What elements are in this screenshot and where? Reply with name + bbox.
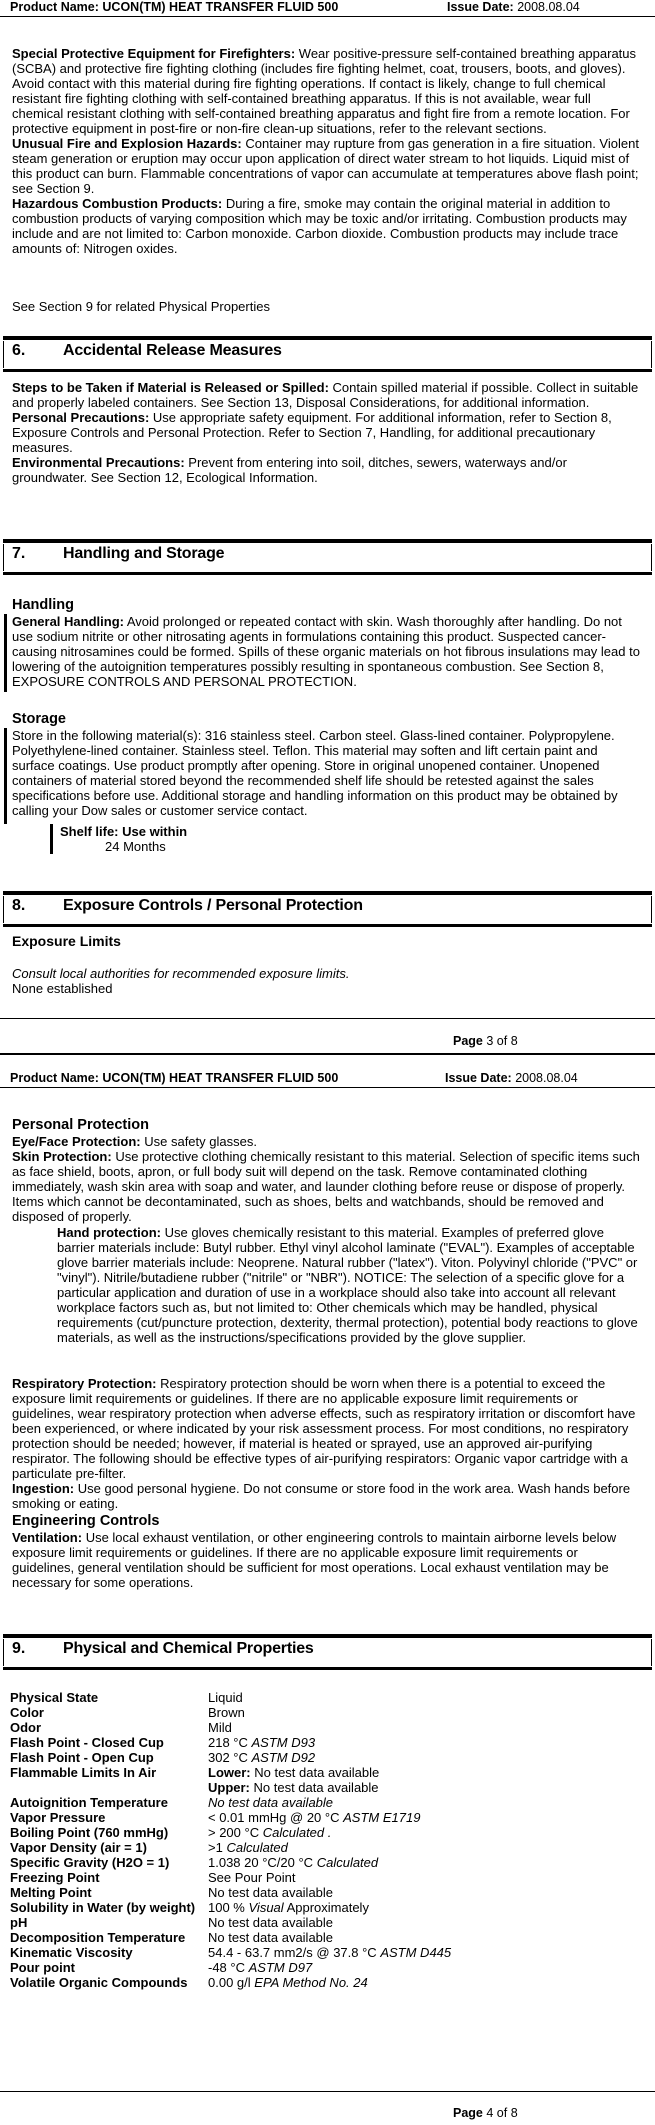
property-name: Volatile Organic Compounds: [10, 1975, 188, 1990]
property-value-text: Upper: No test data available: [208, 1780, 379, 1795]
property-value: [208, 1870, 451, 1885]
property-row: [10, 1915, 451, 1930]
shelf-life-value: 24 Months: [105, 839, 166, 854]
property-value: [208, 1900, 451, 1915]
revision-bar: [50, 824, 53, 854]
property-row: [10, 1720, 451, 1735]
section-8-heading: 8. Exposure Controls / Personal Protection: [3, 891, 652, 927]
product-name-label: Product Name: UCON(TM) HEAT TRANSFER FLUID 500: [10, 0, 339, 14]
property-name: Specific Gravity (H2O = 1): [10, 1855, 170, 1870]
page-number: Page 3 of 8: [453, 1034, 518, 1048]
personal-protection-body: Eye/Face Protection: Use safety glasses. Skin Protection: Use protective clothing chemically resistant to this material. Selection of specific items such as face shield, boots, apron, or full body suit will depend on the task. Remove contaminated clothing immediately, wash skin area with soap and water, and launder clothing before reuse or dispose of properly. Items which cannot be decontaminated, such as shoes, belts and watchbands, should be removed and disposed of properly.: [12, 1134, 640, 1224]
engineering-controls-body: Ventilation: Use local exhaust ventilation, or other engineering controls to maintain airborne levels below exposure limit requirements or guidelines. If there are no applicable exposure limit requirements or guidelines, general ventilation should be sufficient for most operations. Local exhaust ventilation may be necessary for some operations.: [12, 1530, 617, 1590]
property-row: [10, 1690, 451, 1705]
revision-bar: [4, 728, 7, 824]
storage-body: Store in the following material(s): 316 stainless steel. Carbon steel. Glass-lined container. Polypropylene. Polyethylene-lined container. Stainless steel. Teflon. This material may soften and lift certain paint and surface coatings. Use product promptly after opening. Store in original unopened container. Unopened containers of material stored beyond the recommended shelf life should be retested against the sales specifications before use. Additional storage and handling information on this product may be obtained by calling your Dow sales or customer service contact.: [12, 728, 618, 818]
property-value: [208, 1840, 451, 1855]
property-value-text: >1: [208, 1840, 223, 1855]
property-method: No test data available: [208, 1795, 334, 1810]
property-row: [10, 1765, 451, 1780]
page-break: [0, 1053, 655, 1055]
property-name: Pour point: [10, 1960, 75, 1975]
property-name: Flash Point - Open Cup: [10, 1750, 154, 1765]
property-row: [10, 1900, 451, 1915]
property-name: Vapor Pressure: [10, 1810, 106, 1825]
shelf-life-label: Shelf life: Use within: [60, 824, 188, 839]
property-value: [208, 1705, 451, 1720]
property-value: [208, 1765, 451, 1780]
property-name: Kinematic Viscosity: [10, 1945, 133, 1960]
header-divider: [0, 16, 655, 17]
section-7-heading: 7. Handling and Storage: [3, 539, 652, 575]
property-value: [208, 1720, 451, 1735]
respiratory-body: Respiratory Protection: Respiratory protection should be worn when there is a potential to exceed the exposure limit requirements or guidelines. If there are no applicable exposure limit requirements or guidelines, wear respiratory protection when adverse effects, such as respiratory irritation or discomfort have been experienced, or where indicated by your risk assessment process. For most conditions, no respiratory protection should be needed; however, if material is heated or sprayed, use an approved air-purifying respirator. The following should be effective types of air-purifying respirators: Organic vapor cartridge with a particulate pre-filter. Ingestion: Use good personal hygiene. Do not consume or store food in the work area. Wash hands before smoking or eating.: [12, 1376, 636, 1511]
property-name: [10, 1780, 208, 1795]
property-value: [208, 1930, 451, 1945]
property-row: [10, 1840, 451, 1855]
property-value: [208, 1780, 451, 1795]
property-value-text: 1.038 20 °C/20 °C: [208, 1855, 314, 1870]
personal-protection-heading: Personal Protection: [12, 1117, 149, 1133]
property-method: Calculated .: [262, 1825, 332, 1840]
property-qualifier: Approximately: [283, 1900, 369, 1915]
property-value-text: See Pour Point: [208, 1870, 296, 1885]
property-name: Boiling Point (760 mmHg): [10, 1825, 169, 1840]
property-value-text: > 200 °C: [208, 1825, 260, 1840]
property-method: ASTM D445: [380, 1945, 452, 1960]
exposure-limits-heading: Exposure Limits: [12, 933, 121, 949]
hand-protection-body: Hand protection: Use gloves chemically resistant to this material. Examples of preferred glove barrier materials include: Butyl rubber. Ethyl vinyl alcohol laminate ("EVAL"). Examples of acceptable glove barrier materials include: Neoprene. Natural rubber ("latex"). Viton. Polyvinyl chloride ("PVC" or "vinyl"). Nitrile/butadiene rubber ("nitrile" or "NBR"). NOTICE: The selection of a specific glove for a particular application and duration of use in a workplace should also take into account all relevant workplace factors such as, but not limited to: Other chemicals which may be handled, physical requirements (cut/puncture protection, dexterity, thermal protection), potential body reactions to glove materials, as well as the instructions/specifications provided by the glove supplier.: [57, 1225, 638, 1345]
property-method: ASTM D93: [251, 1735, 316, 1750]
product-name-label: Product Name: UCON(TM) HEAT TRANSFER FLUID 500: [10, 1071, 339, 1085]
property-value: [208, 1945, 451, 1960]
property-value-text: 0.00 g/l: [208, 1975, 251, 1990]
page-header: [10, 0, 645, 16]
property-value: [208, 1960, 451, 1975]
exposure-limits-note: Consult local authorities for recommended exposure limits.: [12, 966, 350, 981]
property-name: pH: [10, 1915, 28, 1930]
property-row: [10, 1705, 451, 1720]
property-value-text: No test data available: [208, 1930, 334, 1945]
header-divider: [0, 1087, 655, 1088]
property-value: [208, 1975, 451, 1990]
property-method: ASTM E1719: [343, 1810, 421, 1825]
property-row: [10, 1945, 451, 1960]
property-row: [10, 1885, 451, 1900]
property-row: [10, 1855, 451, 1870]
storage-heading: Storage: [12, 711, 66, 727]
property-row: [10, 1735, 451, 1750]
property-value: [208, 1690, 451, 1705]
footer-divider: [0, 2091, 655, 2092]
property-value-text: Mild: [208, 1720, 232, 1735]
property-value-text: No test data available: [208, 1885, 334, 1900]
property-method: ASTM D92: [251, 1750, 316, 1765]
issue-date-label: Issue Date: 2008.08.04: [447, 0, 580, 14]
engineering-controls-heading: Engineering Controls: [12, 1513, 160, 1529]
property-value-text: < 0.01 mmHg @ 20 °C: [208, 1810, 340, 1825]
property-value: [208, 1735, 451, 1750]
property-row: [10, 1975, 451, 1990]
handling-heading: Handling: [12, 597, 75, 613]
property-row: [10, 1825, 451, 1840]
property-row: [10, 1930, 451, 1945]
property-name: Flammable Limits In Air: [10, 1765, 157, 1780]
issue-date-label: Issue Date: 2008.08.04: [445, 1071, 578, 1085]
property-value-text: Brown: [208, 1705, 245, 1720]
property-name: Vapor Density (air = 1): [10, 1840, 147, 1855]
property-row: [10, 1750, 451, 1765]
property-value-text: 100 %: [208, 1900, 245, 1915]
property-name: Color: [10, 1705, 44, 1720]
section-9-heading: 9. Physical and Chemical Properties: [3, 1634, 652, 1670]
property-value: [208, 1915, 451, 1930]
property-value-text: 54.4 - 63.7 mm2/s @ 37.8 °C: [208, 1945, 377, 1960]
revision-bar: [4, 614, 7, 692]
property-method: EPA Method No. 24: [254, 1975, 368, 1990]
section-6-heading: 6. Accidental Release Measures: [3, 336, 652, 372]
property-value-text: 218 °C: [208, 1735, 248, 1750]
property-name: Odor: [10, 1720, 42, 1735]
property-method: Visual: [248, 1900, 284, 1915]
property-value-text: Lower: No test data available: [208, 1765, 380, 1780]
property-name: Physical State: [10, 1690, 99, 1705]
property-row: [10, 1795, 451, 1810]
firefighting-block: Special Protective Equipment for Firefighters: Wear positive-pressure self-contained breathing apparatus (SCBA) and protective fire fighting clothing (includes fire fighting helmet, coat, trousers, boots, and gloves). Avoid contact with this material during fire fighting operations. If contact is likely, change to full chemical resistant fire fighting clothing with self-contained breathing apparatus. If this is not available, wear full chemical resistant clothing with self-contained breathing apparatus and fight fire from a remote location. For protective equipment in post-fire or non-fire clean-up situations, refer to the relevant sections. Unusual Fire and Explosion Hazards: Container may rupture from gas generation in a fire situation. Violent steam generation or eruption may occur upon application of direct water stream to hot liquids. Liquid mist of this product can burn. Flammable concentrations of vapor can accumulate at temperatures above flash point; see Section 9. Hazardous Combustion Products: During a fire, smoke may contain the original material in addition to combustion products of varying composition which may be toxic and/or irritating. Combustion products may include and are not limited to: Carbon monoxide. Carbon dioxide. Combustion products may include trace amounts of: Nitrogen oxides.: [12, 46, 639, 256]
property-value: [208, 1810, 451, 1825]
property-row: [10, 1780, 451, 1795]
property-method: ASTM D97: [248, 1960, 313, 1975]
property-method: Calculated: [316, 1855, 379, 1870]
property-name: Flash Point - Closed Cup: [10, 1735, 164, 1750]
property-method: Calculated: [226, 1840, 288, 1855]
property-value-text: 302 °C: [208, 1750, 248, 1765]
property-value: [208, 1825, 451, 1840]
property-value: [208, 1855, 451, 1870]
property-name: Solubility in Water (by weight): [10, 1900, 196, 1915]
physical-properties-table: [10, 1690, 451, 1990]
section-6-body: Steps to be Taken if Material is Released or Spilled: Contain spilled material if possible. Collect in suitable and properly labeled containers. See Section 13, Disposal Considerations, for additional information. Personal Precautions: Use appropriate safety equipment. For additional information, refer to Section 8, Exposure Controls and Personal Protection. Refer to Section 7, Handling, for additional precautionary measures. Environmental Precautions: Prevent from entering into soil, ditches, sewers, waterways and/or groundwater. See Section 12, Ecological Information.: [12, 380, 639, 485]
exposure-limits-value: None established: [12, 981, 113, 996]
property-value-text: Liquid: [208, 1690, 243, 1705]
footer-divider: [0, 1018, 655, 1019]
property-name: Decomposition Temperature: [10, 1930, 186, 1945]
property-row: [10, 1810, 451, 1825]
page-header: [10, 1071, 645, 1087]
handling-body: General Handling: Avoid prolonged or repeated contact with skin. Wash thoroughly after handling. Do not use sodium nitrite or other nitrosating agents in formulations containing this product. Suspected cancer-causing nitrosamines could be formed. Spills of these organic materials on hot fibrous insulations may lead to lowering of the autoignition temperatures possibly resulting in spontaneous combustion. See Section 8, EXPOSURE CONTROLS AND PERSONAL PROTECTION.: [12, 614, 640, 689]
property-name: Autoignition Temperature: [10, 1795, 168, 1810]
page-number: Page 4 of 8: [453, 2106, 518, 2120]
property-value-text: No test data available: [208, 1915, 334, 1930]
property-value: [208, 1795, 451, 1810]
property-value-text: -48 °C: [208, 1960, 245, 1975]
property-value: [208, 1885, 451, 1900]
property-row: [10, 1870, 451, 1885]
property-name: Melting Point: [10, 1885, 92, 1900]
see-section-9: See Section 9 for related Physical Properties: [12, 299, 270, 314]
property-name: Freezing Point: [10, 1870, 100, 1885]
property-value: [208, 1750, 451, 1765]
property-row: [10, 1960, 451, 1975]
